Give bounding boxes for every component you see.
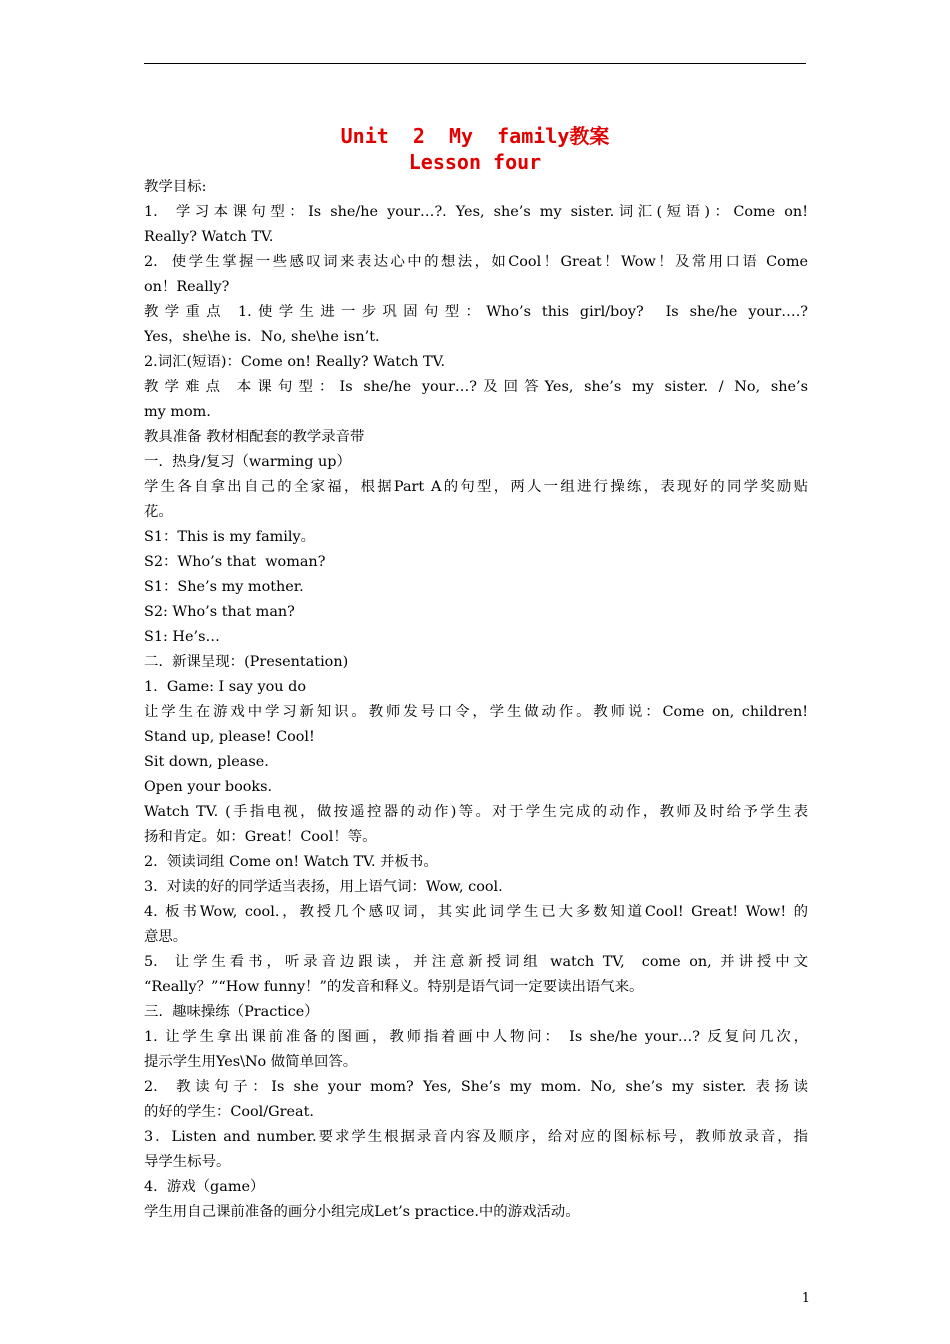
text-line: 4. 板书Wow, cool.，教授几个感叹词，其实此词学生已大多数知道Cool! Great! Wow! 的 [144, 904, 808, 920]
text-line: S1: He’s… [144, 629, 220, 645]
document-title: Unit 2 My family教案 [340, 124, 610, 148]
text-line: 教学目标: [144, 179, 207, 195]
text-line: 让学生在游戏中学习新知识。教师发号口令，学生做动作。教师说：Come on, children! [144, 704, 808, 720]
text-line: 教具准备 教材相配套的教学录音带 [144, 429, 365, 445]
document-body [144, 175, 808, 1225]
text-line: 2. 使学生掌握一些感叹词来表达心中的想法，如Cool！Great！Wow！及常用口语 Come [144, 254, 808, 270]
text-line: 花。 [144, 504, 173, 520]
text-line: 意思。 [144, 929, 188, 945]
text-line: 3. 对读的好的同学适当表扬，用上语气词：Wow, cool. [144, 879, 503, 895]
text-line: Open your books. [144, 779, 273, 795]
text-line: Watch TV. (手指电视，做按遥控器的动作)等。对于学生完成的动作，教师及时给予学生表 [144, 804, 808, 820]
document-subtitle: Lesson four [408, 150, 542, 174]
text-line: 1. Game: I say you do [144, 679, 306, 695]
text-line: 2. 领读词组 Come on! Watch TV. 并板书。 [144, 854, 438, 870]
text-line: my mom. [144, 404, 211, 420]
text-line: 一. 热身/复习（warming up） [144, 454, 351, 470]
text-line: 4. 游戏（game） [144, 1179, 265, 1195]
text-line: S2: Who’s that man? [144, 604, 295, 620]
text-line: 1. 学习本课句型：Is she/he your…?. Yes, she’s my sister.词汇(短语)：Come on! [144, 204, 808, 220]
text-line: “Really？”“How funny！”的发音和释义。特别是语气词一定要读出语气来。 [144, 979, 644, 995]
text-line: 提示学生用Yes\No 做简单回答。 [144, 1054, 358, 1070]
text-line: 扬和肯定。如：Great！Cool！等。 [144, 829, 377, 845]
text-line: 学生各自拿出自己的全家福，根据Part A的句型，两人一组进行操练，表现好的同学奖励贴 [144, 479, 808, 495]
text-line: S1：This is my family。 [144, 529, 316, 545]
text-line: Sit down, please. [144, 754, 269, 770]
text-line: 学生用自己课前准备的画分小组完成Let’s practice.中的游戏活动。 [144, 1204, 580, 1220]
text-line: 三. 趣味操练（Practice） [144, 1004, 319, 1020]
text-line: Stand up, please! Cool! [144, 729, 315, 745]
text-line: 5. 让学生看书，听录音边跟读，并注意新授词组 watch TV, come on, 并讲授中文 [144, 954, 808, 970]
text-line: S2：Who’s that woman? [144, 554, 326, 570]
text-line: on！Really? [144, 279, 230, 295]
header-rule [144, 63, 806, 64]
text-line: S1：She’s my mother. [144, 579, 304, 595]
text-line: 3．Listen and number.要求学生根据录音内容及顺序，给对应的图标标号，教师放录音，指 [144, 1129, 808, 1145]
text-line: 导学生标号。 [144, 1154, 231, 1170]
text-line: 二. 新课呈现：(Presentation) [144, 654, 349, 670]
text-line: 教学重点 1.使学生进一步巩固句型：Who’s this girl/boy? Is she/he your….? [144, 304, 808, 320]
text-line: Yes，she\he is. No, she\he isn’t. [144, 329, 380, 345]
page-number: 1 [801, 1291, 810, 1306]
text-line: 1. 让学生拿出课前准备的图画，教师指着画中人物问： Is she/he your…? 反复问几次， [144, 1029, 808, 1045]
text-line: 2. 教读句子：Is she your mom? Yes, She’s my mom. No, she’s my sister. 表扬读 [144, 1079, 808, 1095]
text-line: 2.词汇(短语)：Come on! Really? Watch TV. [144, 354, 446, 370]
text-line: 教学难点 本课句型：Is she/he your…?及回答Yes, she’s my sister. / No, she’s [144, 379, 808, 395]
text-line: Really? Watch TV. [144, 229, 274, 245]
text-line: 的好的学生：Cool/Great. [144, 1104, 314, 1120]
